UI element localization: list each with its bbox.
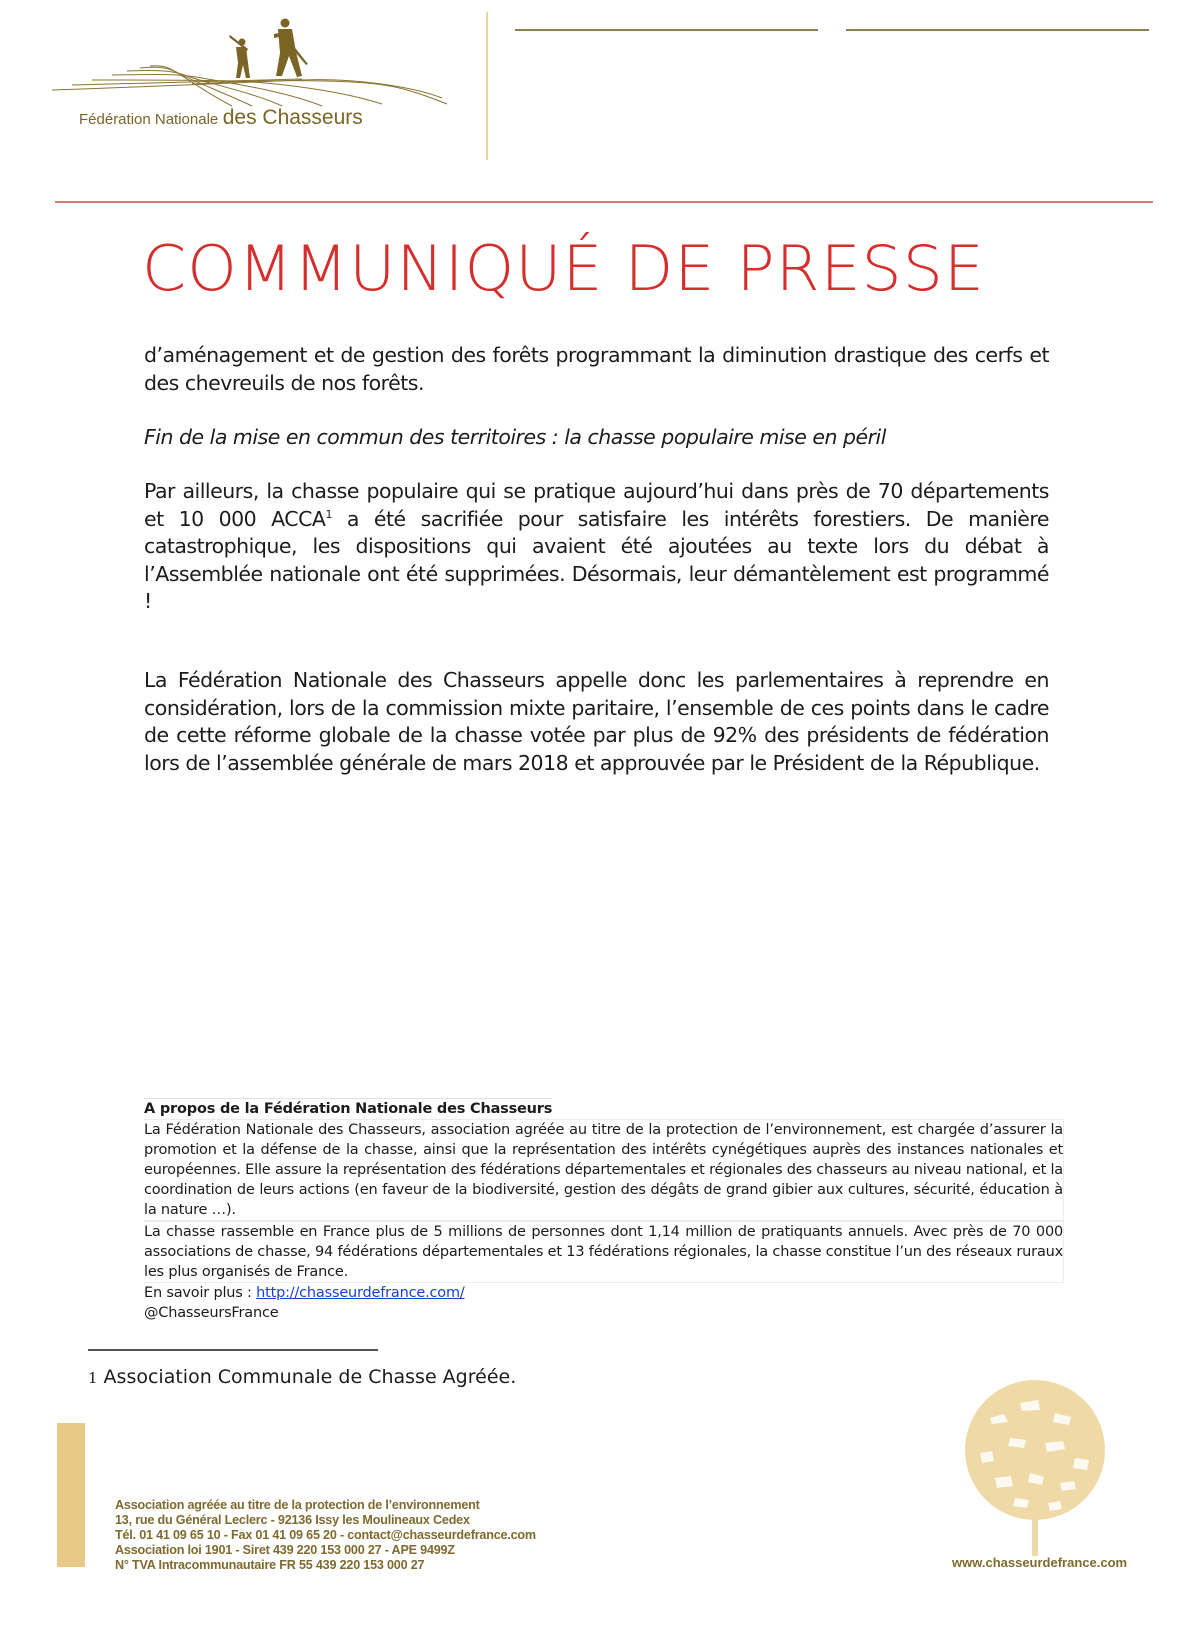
logo-wordmark (79, 106, 363, 130)
about-more-line (144, 1283, 1064, 1303)
header-vertical-divider (486, 12, 488, 160)
about-more-label: En savoir plus : (144, 1285, 257, 1301)
footer-address (115, 1498, 536, 1573)
footer-line: 13, rue du Général Leclerc - 92136 Issy les Moulineaux Cedex (115, 1513, 470, 1527)
footnote-number: 1 (88, 1369, 98, 1387)
hunters-silhouette-icon (52, 8, 462, 108)
footer-line: Association loi 1901 - Siret 439 220 153 000 27 - APE 9499Z (115, 1543, 455, 1557)
footnote-reference[interactable]: 1 (325, 507, 332, 521)
about-heading: A propos de la Fédération Nationale des Chasseurs (144, 1098, 552, 1119)
twitter-handle: @ChasseursFrance (144, 1305, 279, 1321)
footnote (88, 1366, 516, 1388)
animal-tree-icon (960, 1378, 1110, 1558)
footer-website[interactable]: www.chasseurdefrance.com (952, 1555, 1128, 1570)
header-line-right (846, 29, 1149, 31)
header-red-rule (55, 201, 1153, 203)
body-paragraph-1: d’aménagement et de gestion des forêts programmant la diminution drastique des cerfs et des chevreuils de nos forêts. (144, 343, 1049, 395)
header-line-left (515, 29, 818, 31)
about-paragraph-2: La chasse rassemble en France plus de 5 millions de personnes dont 1,14 million de pratiquants annuels. Avec près de 70 000 associations de chasse, 94 fédérations départementales et 13 fédérations régionales, la chasse constitue l’un des réseaux ruraux les plus organisés de France. (144, 1221, 1064, 1283)
logo-text-big: des Chasseurs (222, 106, 363, 129)
body-paragraph-3: La Fédération Nationale des Chasseurs appelle donc les parlementaires à reprendre en considération, lors de la commission mixte paritaire, l’ensemble de ces points dans le cadre de cette réforme globale de la chasse votée par plus de 92% des présidents de fédération lors de l’assemblée générale de mars 2018 et approuvée par le Président de la République. (144, 668, 1049, 775)
website-link[interactable]: http://chasseurdefrance.com/ (256, 1285, 465, 1301)
logo-text-small: Fédération Nationale (79, 111, 219, 128)
body-subheading: Fin de la mise en commun des territoires : la chasse populaire mise en péril (144, 425, 886, 449)
footer-line: Association agréée au titre de la protection de l’environnement (115, 1498, 480, 1512)
body-paragraph-2 (144, 478, 1049, 616)
fnc-logo (52, 8, 462, 138)
footnote-separator (88, 1349, 378, 1351)
about-paragraph-1: La Fédération Nationale des Chasseurs, association agréée au titre de la protection de l’environnement, est chargée d’assurer la promotion et la défense de la chasse, ainsi que la représentation des intérêts cynégétiques auprès des instances nationales et européennes. Elle assure la représentation des fédérations départementales et régionales des chasseurs au niveau national, et la coordination de leurs actions (en faveur de la biodiversité, gestion des dégâts de grand gibier aux cultures, sécurité, éducation à la nature …). (144, 1119, 1064, 1221)
footer-line: N° TVA Intracommunautaire FR 55 439 220 153 000 27 (115, 1558, 425, 1572)
footnote-text: Association Communale de Chasse Agréée. (103, 1366, 517, 1388)
p3-text-end: a été sacrifiée pour satisfaire les intérêts forestiers. De manière catastrophique, les dispositions qui avaient été ajoutées au texte lors du débat à l’Assemblée nationale ont été supprimées. Désormais, leur démantèlement est programmé ! (144, 506, 1049, 613)
about-box (144, 1098, 1064, 1323)
footer-line: Tél. 01 41 09 65 10 - Fax 01 41 09 65 20 - contact@chasseurdefrance.com (115, 1528, 536, 1542)
p3-text-start: Par ailleurs, la chasse populaire qui se pratique aujourd’hui dans près de 70 départements et 10 000 ACCA (144, 479, 1049, 531)
footer-gold-bar (57, 1423, 85, 1567)
page-title: COMMUNIQUÉ DE PRESSE (142, 232, 985, 305)
